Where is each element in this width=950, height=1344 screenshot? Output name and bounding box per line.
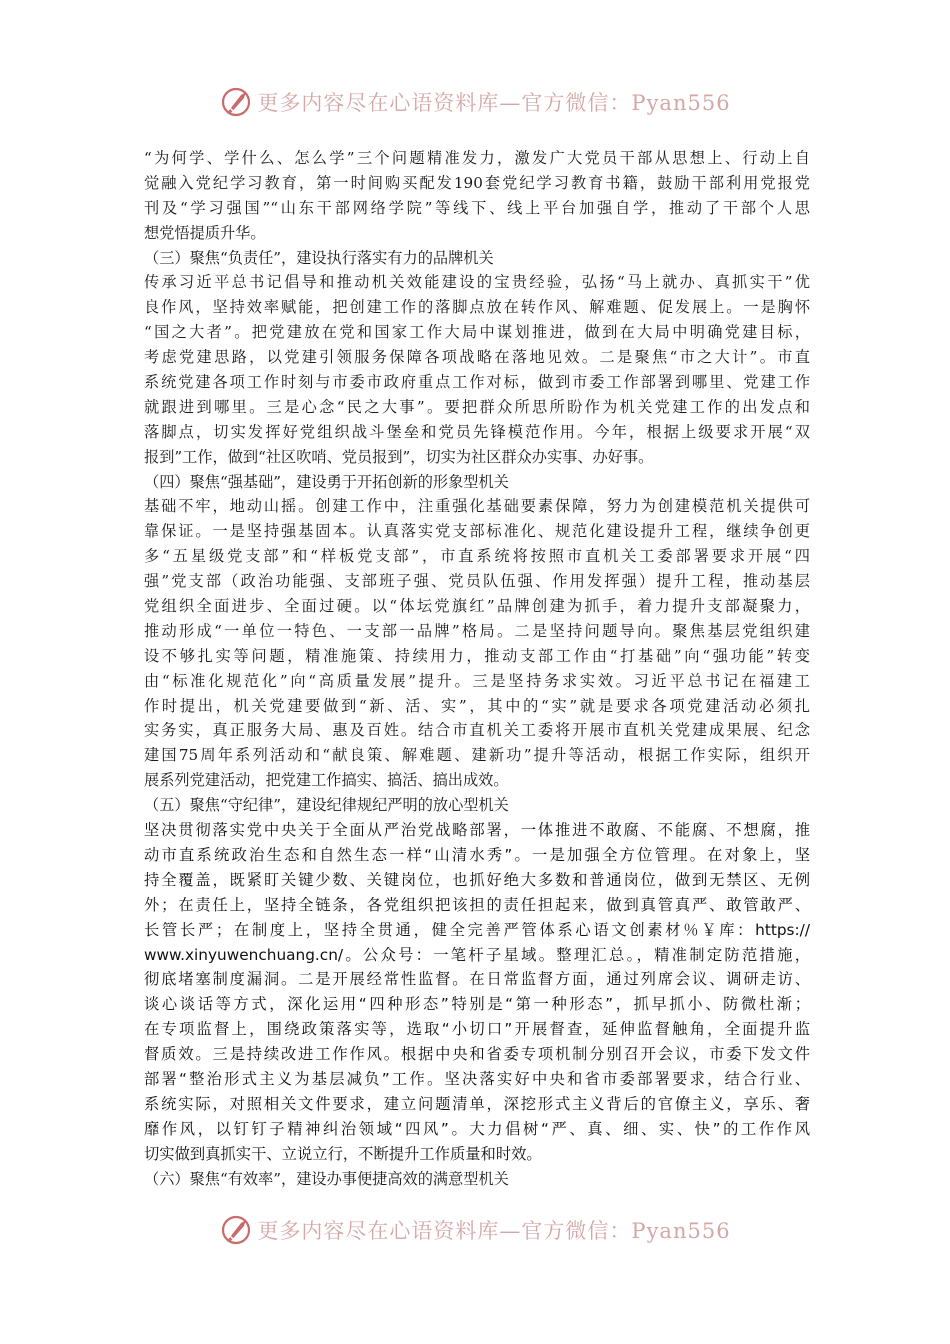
paragraph-section-4 (144, 494, 810, 793)
text-line: 展系列党建活动，把党建工作搞实、搞活、搞出成效。 (144, 771, 509, 790)
section-heading-4: （四）聚焦“强基础”，建设勇于开拓创新的形象型机关 (144, 472, 509, 491)
watermark-text: 更多内容尽在心语资料库—官方微信：Pyan556 (257, 1219, 731, 1243)
text-line: 落脚点，切实发挥好党组织战斗堡垒和党员先锋模范作用。今年，根据上级要求开展“双 (144, 422, 810, 441)
text-line: 刊及“学习强国”“山东干部网络学院”等线下、线上平台加强自学，推动了干部个人思 (144, 198, 810, 217)
footer-watermark-banner (0, 1208, 950, 1252)
paragraph-section-3 (144, 270, 810, 469)
text-line: 觉融入党纪学习教育，第一时间购买配发190套党纪学习教育书籍，鼓励干部利用党报党 (144, 173, 810, 192)
paragraph-section-5 (144, 818, 810, 1166)
text-line: 系统党建各项工作时刻与市委市政府重点工作对标，做到市委工作部署到哪里、党建工作 (144, 373, 810, 392)
watermark-text: 更多内容尽在心语资料库—官方微信：Pyan556 (257, 91, 731, 115)
paragraph-intro (144, 146, 810, 246)
text-line: 报到”工作，做到“社区吹哨、党员报到”，切实为社区群众办实事、办好事。 (144, 447, 654, 466)
text-line: 长管长严；在制度上，坚持全贯通，健全完善严管体系心语文创素材％￥库：https:// (144, 920, 810, 939)
text-line: 由“标准化规范化”向“高质量发展”提升。三是坚持务求实效。习近平总书记在福建工 (144, 671, 810, 690)
text-line: 实务实，真正服务大局、惠及百姓。结合市直机关工委将开展市直机关党建成果展、纪念 (144, 721, 810, 740)
text-line: 考虑党建思路，以党建引领服务保障各项战略在落地见效。二是聚焦“市之大计”。市直 (144, 348, 810, 367)
section-heading-6: （六）聚焦“有效率”，建设办事便捷高效的满意型机关 (144, 1169, 509, 1188)
text-line: 多“五星级党支部”和“样板党支部”，市直系统将按照市直机关工委部署要求开展“四 (144, 547, 810, 566)
text-line: 党组织全面进步、全面过硬。以“体坛党旗红”品牌创建为抓手，着力提升支部凝聚力， (144, 597, 810, 616)
text-line: 作时提出，机关党建要做到“新、活、实”，其中的“实”就是要求各项党建活动必须扎 (144, 696, 810, 715)
text-line: 外；在责任上，坚持全链条，各党组织把该担的责任担起来，做到真管真严、敢管敢严、 (144, 895, 810, 914)
text-line: 就跟进到哪里。三是心念“民之大事”。要把群众所思所盼作为机关党建工作的出发点和 (144, 397, 810, 416)
text-line: 想党悟提质升华。 (144, 223, 266, 242)
text-line: 强”党支部（政治功能强、支部班子强、党员队伍强、作用发挥强）提升工程，推动基层 (144, 572, 810, 591)
text-line: 彻底堵塞制度漏洞。二是开展经常性监督。在日常监督方面，通过列席会议、调研走访、 (144, 970, 810, 989)
text-line: 谈心谈话等方式，深化运用“四种形态”特别是“第一种形态”，抓早抓小、防微杜渐； (144, 995, 810, 1014)
text-line: 持全覆盖，既紧盯关键少数、关键岗位，也抓好绝大多数和普通岗位，做到无禁区、无例 (144, 870, 810, 889)
text-line: “为何学、学什么、怎么学”三个问题精准发力，激发广大党员干部从思想上、行动上自 (144, 149, 810, 167)
text-line: www.xinyuwenchuang.cn/。公众号：一笔杆子星域。整理汇总。，精准制定防范措施， (144, 945, 810, 964)
section-heading-5: （五）聚焦“守纪律”，建设纪律规纪严明的放心型机关 (144, 796, 509, 815)
document-body (144, 146, 810, 1191)
text-line: 良作风，坚持效率赋能，把创建工作的落脚点放在转作风、解难题、促发展上。一是胸怀 (144, 298, 810, 317)
text-line: 督质效。三是持续改进工作作风。根据中央和省委专项机制分别召开会议，市委下发文件 (144, 1045, 810, 1064)
text-line: 建国75周年系列活动和“献良策、解难题、建新功”提升等活动，根据工作实际，组织开 (144, 746, 810, 765)
pen-nib-logo-icon (219, 85, 253, 119)
text-line: 切实做到真抓实干、立说立行，不断提升工作质量和时效。 (144, 1144, 542, 1163)
text-line: 部署“整治形式主义为基层减负”工作。坚决落实好中央和省市委部署要求，结合行业、 (144, 1069, 810, 1088)
text-line: 坚决贯彻落实党中央关于全面从严治党战略部署，一体推进不敢腐、不能腐、不想腐，推 (144, 821, 810, 840)
text-line: “国之大者”。把党建放在党和国家工作大局中谋划推进，做到在大局中明确党建目标， (144, 323, 810, 342)
text-line: 动市直系统政治生态和自然生态一样“山清水秀”。一是加强全方位管理。在对象上，坚 (144, 845, 810, 864)
text-line: 传承习近平总书记倡导和推动机关效能建设的宝贵经验，弘扬“马上就办、真抓实干”优 (144, 273, 810, 292)
header-watermark-banner (0, 80, 950, 124)
text-line: 靠保证。一是坚持强基固本。认真落实党支部标准化、规范化建设提升工程，继续争创更 (144, 522, 810, 541)
text-line: 推动形成“一单位一特色、一支部一品牌”格局。二是坚持问题导向。聚焦基层党组织建 (144, 621, 810, 640)
text-line: 靡作风，以钉钉子精神纠治领域“四风”。大力倡树“严、真、细、实、快”的工作作风 (144, 1119, 810, 1138)
section-heading-3: （三）聚焦“负责任”，建设执行落实有力的品牌机关 (144, 248, 494, 267)
text-line: 基础不牢，地动山摇。创建工作中，注重强化基础要素保障，努力为创建模范机关提供可 (144, 497, 810, 516)
text-line: 设不够扎实等问题，精准施策、持续用力，推动支部工作由“打基础”向“强功能”转变 (144, 646, 810, 665)
text-line: 在专项监督上，围绕政策落实等，选取“小切口”开展督查，延伸监督触角，全面提升监 (144, 1020, 810, 1039)
text-line: 系统实际，对照相关文件要求，建立问题清单，深挖形式主义背后的官僚主义，享乐、奢 (144, 1094, 810, 1113)
pen-nib-logo-icon (219, 1213, 253, 1247)
